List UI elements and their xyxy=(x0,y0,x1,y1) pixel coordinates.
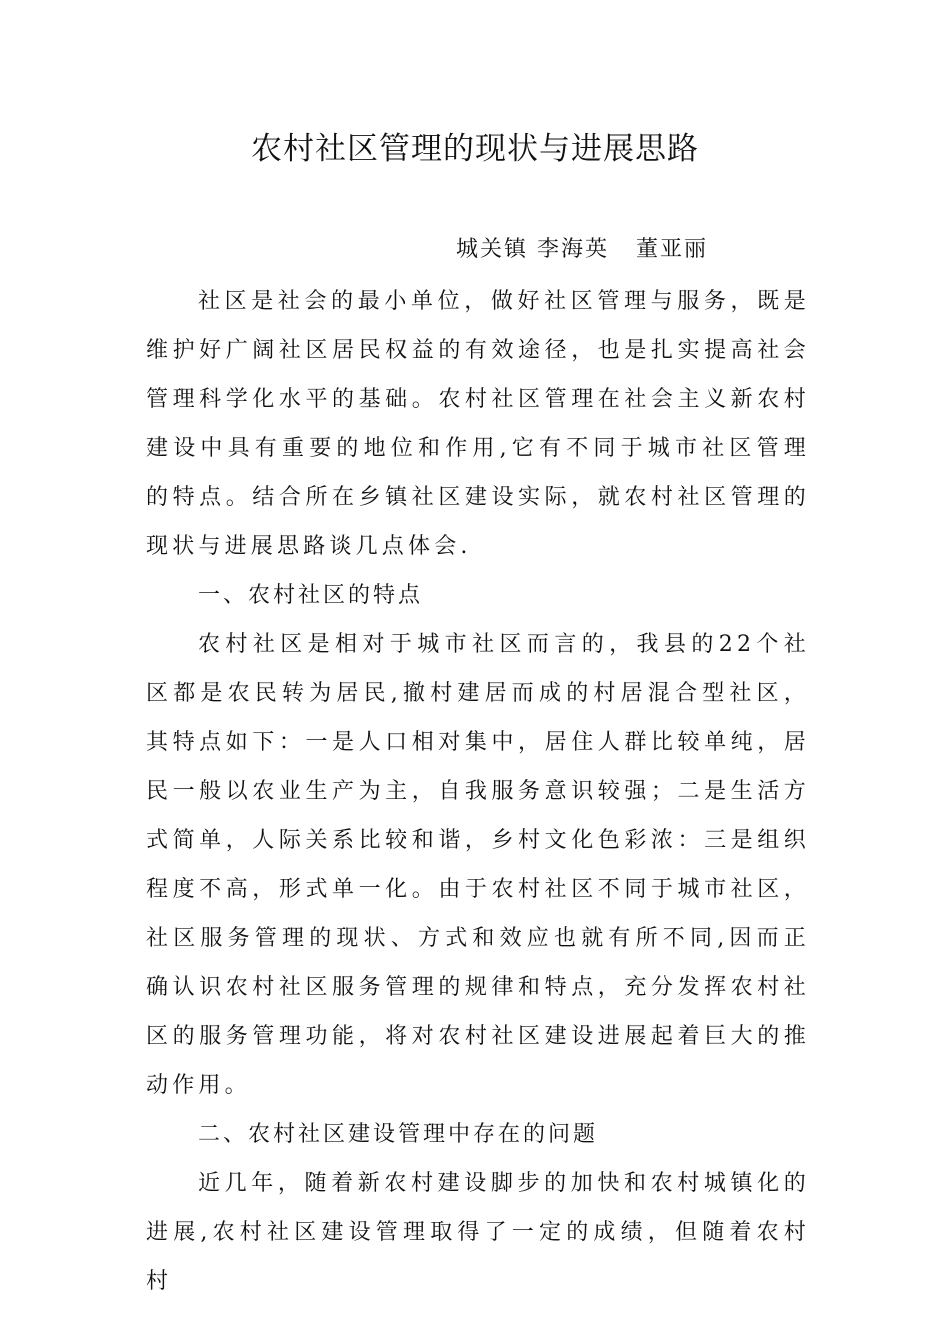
document-title: 农村社区管理的现状与进展思路 xyxy=(251,131,699,167)
section-1-paragraph: 农村社区是相对于城市社区而言的，我县的22个社区都是农民转为居民,撤村建居而成的村居混合型社区，其特点如下：一是人口相对集中，居住人群比较单纯，居民一般以农业生产为主，自我服务意识较强；二是生活方式简单，人际关系比较和谐，乡村文化色彩浓：三是组织程度不高，形式单一化。由于农村社区不同于城市社区，社区服务管理的现状、方式和效应也就有所不同,因而正确认识农村社区服务管理的规律和特点，充分发挥农村社区的服务管理功能，将对农村社区建设进展起着巨大的推动作用。 xyxy=(146,632,810,1098)
document-body xyxy=(146,277,810,1306)
author-line: 城关镇 李海英 董亚丽 xyxy=(456,237,708,262)
section-heading-1: 一、农村社区的特点 xyxy=(198,583,424,608)
section-heading-2: 二、农村社区建设管理中存在的问题 xyxy=(198,1122,599,1147)
intro-paragraph: 社区是社会的最小单位，做好社区管理与服务，既是维护好广阔社区居民权益的有效途径，也是扎实提高社会管理科学化水平的基础。农村社区管理在社会主义新农村建设中具有重要的地位和作用,它有不同于城市社区管理的特点。结合所在乡镇社区建设实际，就农村社区管理的现状与进展思路谈几点体会. xyxy=(146,289,810,559)
section-2-paragraph: 近几年，随着新农村建设脚步的加快和农村城镇化的进展,农村社区建设管理取得了一定的成绩，但随着农村村 xyxy=(146,1171,810,1294)
